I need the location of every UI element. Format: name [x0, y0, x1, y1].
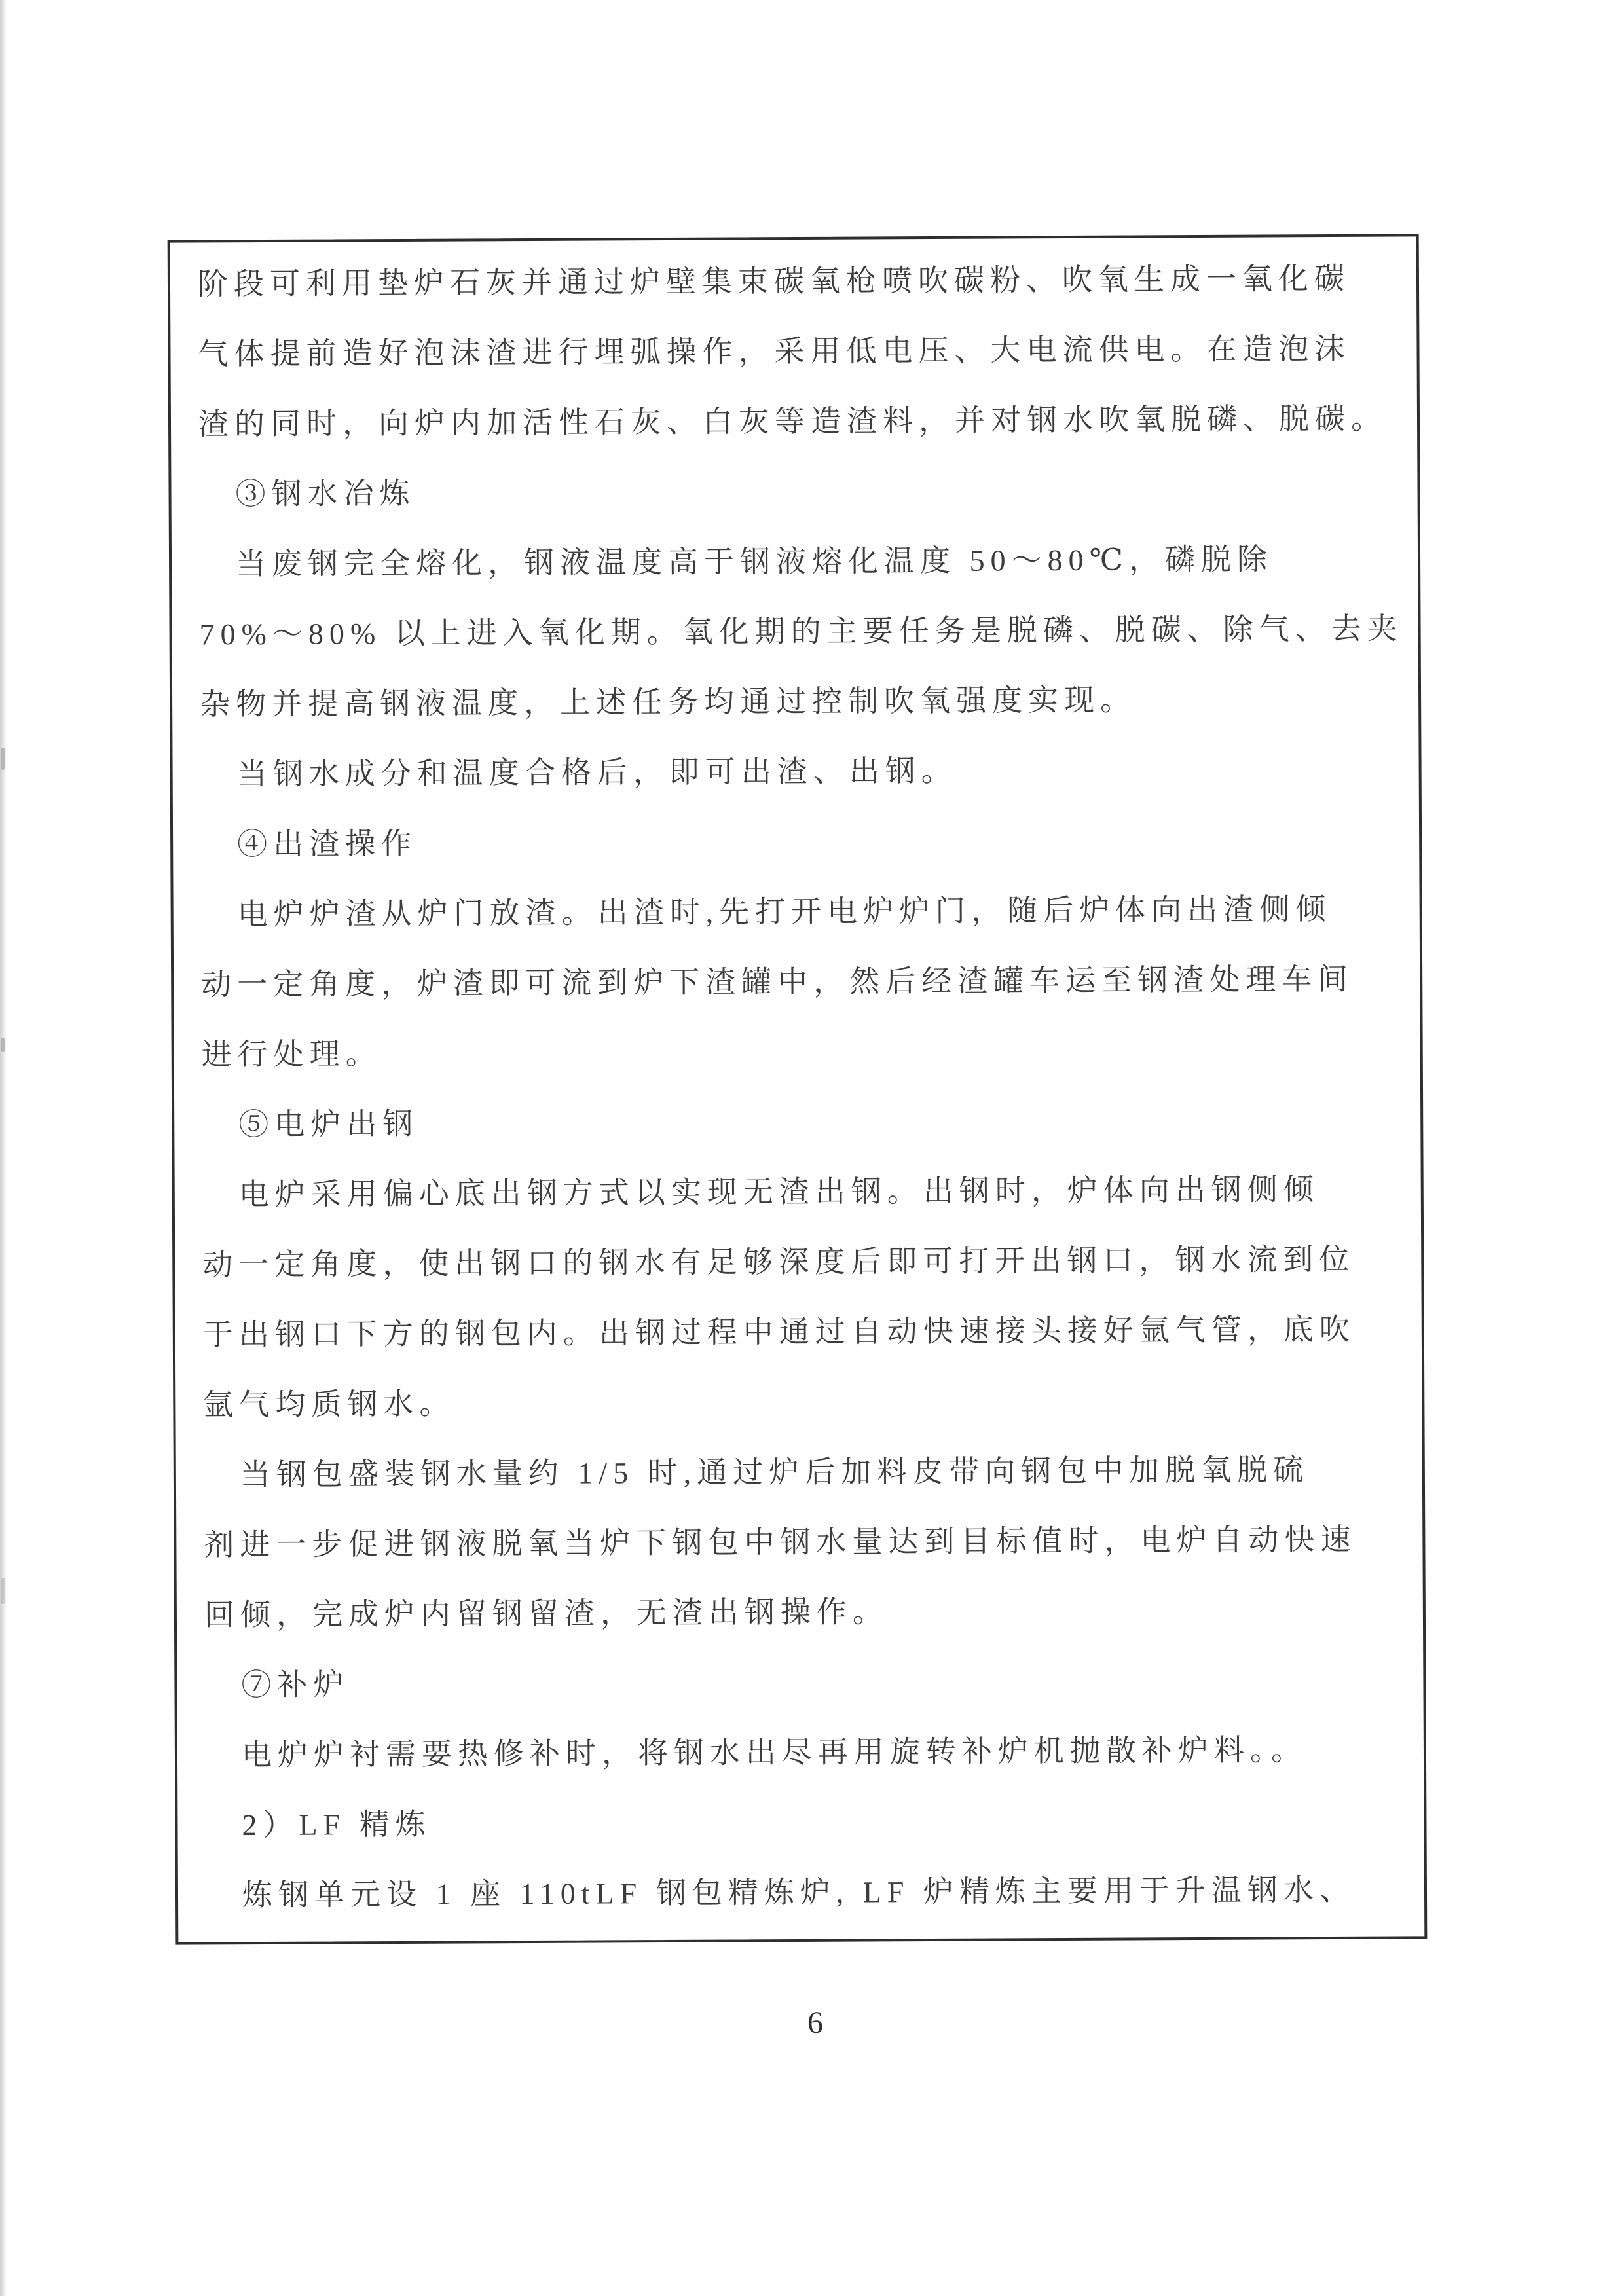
text-line: 当废钢完全熔化，钢液温度高于钢液熔化温度 50～80℃，磷脱除: [235, 542, 1274, 581]
text-line: 回倾，完成炉内留钢留渣，无渣出钢操作。: [204, 1595, 889, 1632]
text-line: 阶段可利用垫炉石灰并通过炉壁集束碳氧枪喷吹碳粉、吹氧生成一氧化碳: [197, 261, 1351, 301]
text-line: 电炉采用偏心底出钢方式以实现无渣出钢。出钢时，炉体向出钢侧倾: [238, 1173, 1320, 1212]
text-line: 动一定角度，炉渣即可流到炉下渣罐中，然后经渣罐车运至钢渣处理车间: [201, 962, 1354, 1002]
text-line: 2）LF 精炼: [242, 1807, 432, 1842]
text-line: 进行处理。: [201, 1037, 382, 1072]
scan-edge-artifact: [0, 0, 7, 2296]
text-line: 杂物并提高钢液温度，上述任务均通过控制吹氧强度实现。: [199, 683, 1137, 721]
text-line: 电炉炉衬需要热修补时，将钢水出尽再用旋转补炉机抛散补炉料。。: [241, 1733, 1308, 1772]
page-number: 6: [807, 2005, 823, 2040]
text-line: 炼钢单元设 1 座 110tLF 钢包精炼炉, LF 炉精炼主要用于升温钢水、: [242, 1872, 1356, 1912]
text-line: ⑦补炉: [241, 1667, 350, 1702]
text-line: 70%～80% 以上进入氧化期。氧化期的主要任务是脱磷、脱碳、除气、去夹: [199, 611, 1403, 651]
text-line: 动一定角度，使出钢口的钢水有足够深度后即可打开出钢口，钢水流到位: [202, 1242, 1356, 1282]
scan-edge-artifact: [1, 1578, 5, 1604]
scan-edge-artifact: [1, 748, 5, 770]
text-line: 于出钢口下方的钢包内。出钢过程中通过自动快速接头接好氩气管，底吹: [202, 1312, 1356, 1352]
scan-edge-artifact: [1, 1038, 5, 1052]
text-line: ④出渣操作: [237, 826, 418, 862]
text-line: 当钢包盛装钢水量约 1/5 时,通过炉后加料皮带向钢包中加脱氧脱硫: [240, 1453, 1310, 1492]
text-line: 气体提前造好泡沫渣进行埋弧操作，采用低电压、大电流供电。在造泡沫: [198, 331, 1351, 371]
text-line: 氩气均质钢水。: [203, 1387, 456, 1422]
text-line: 当钢水成分和温度合格后，即可出渣、出钢。: [236, 754, 957, 792]
text-line: 电炉炉渣从炉门放渣。出渣时,先打开电炉炉门，随后炉体向出渣侧倾: [237, 892, 1332, 932]
text-line: 剂进一步促进钢液脱氧当炉下钢包中钢水量达到目标值时，电炉自动快速: [204, 1522, 1357, 1562]
text-line: ③钢水冶炼: [235, 476, 416, 511]
body-text: [170, 236, 1425, 1942]
text-line: 渣的同时，向炉内加活性石灰、白灰等造渣料，并对钢水吹氧脱磷、脱碳。: [198, 401, 1388, 441]
text-line: ⑤电炉出钢: [238, 1106, 419, 1142]
content-table-cell: [168, 234, 1428, 1944]
